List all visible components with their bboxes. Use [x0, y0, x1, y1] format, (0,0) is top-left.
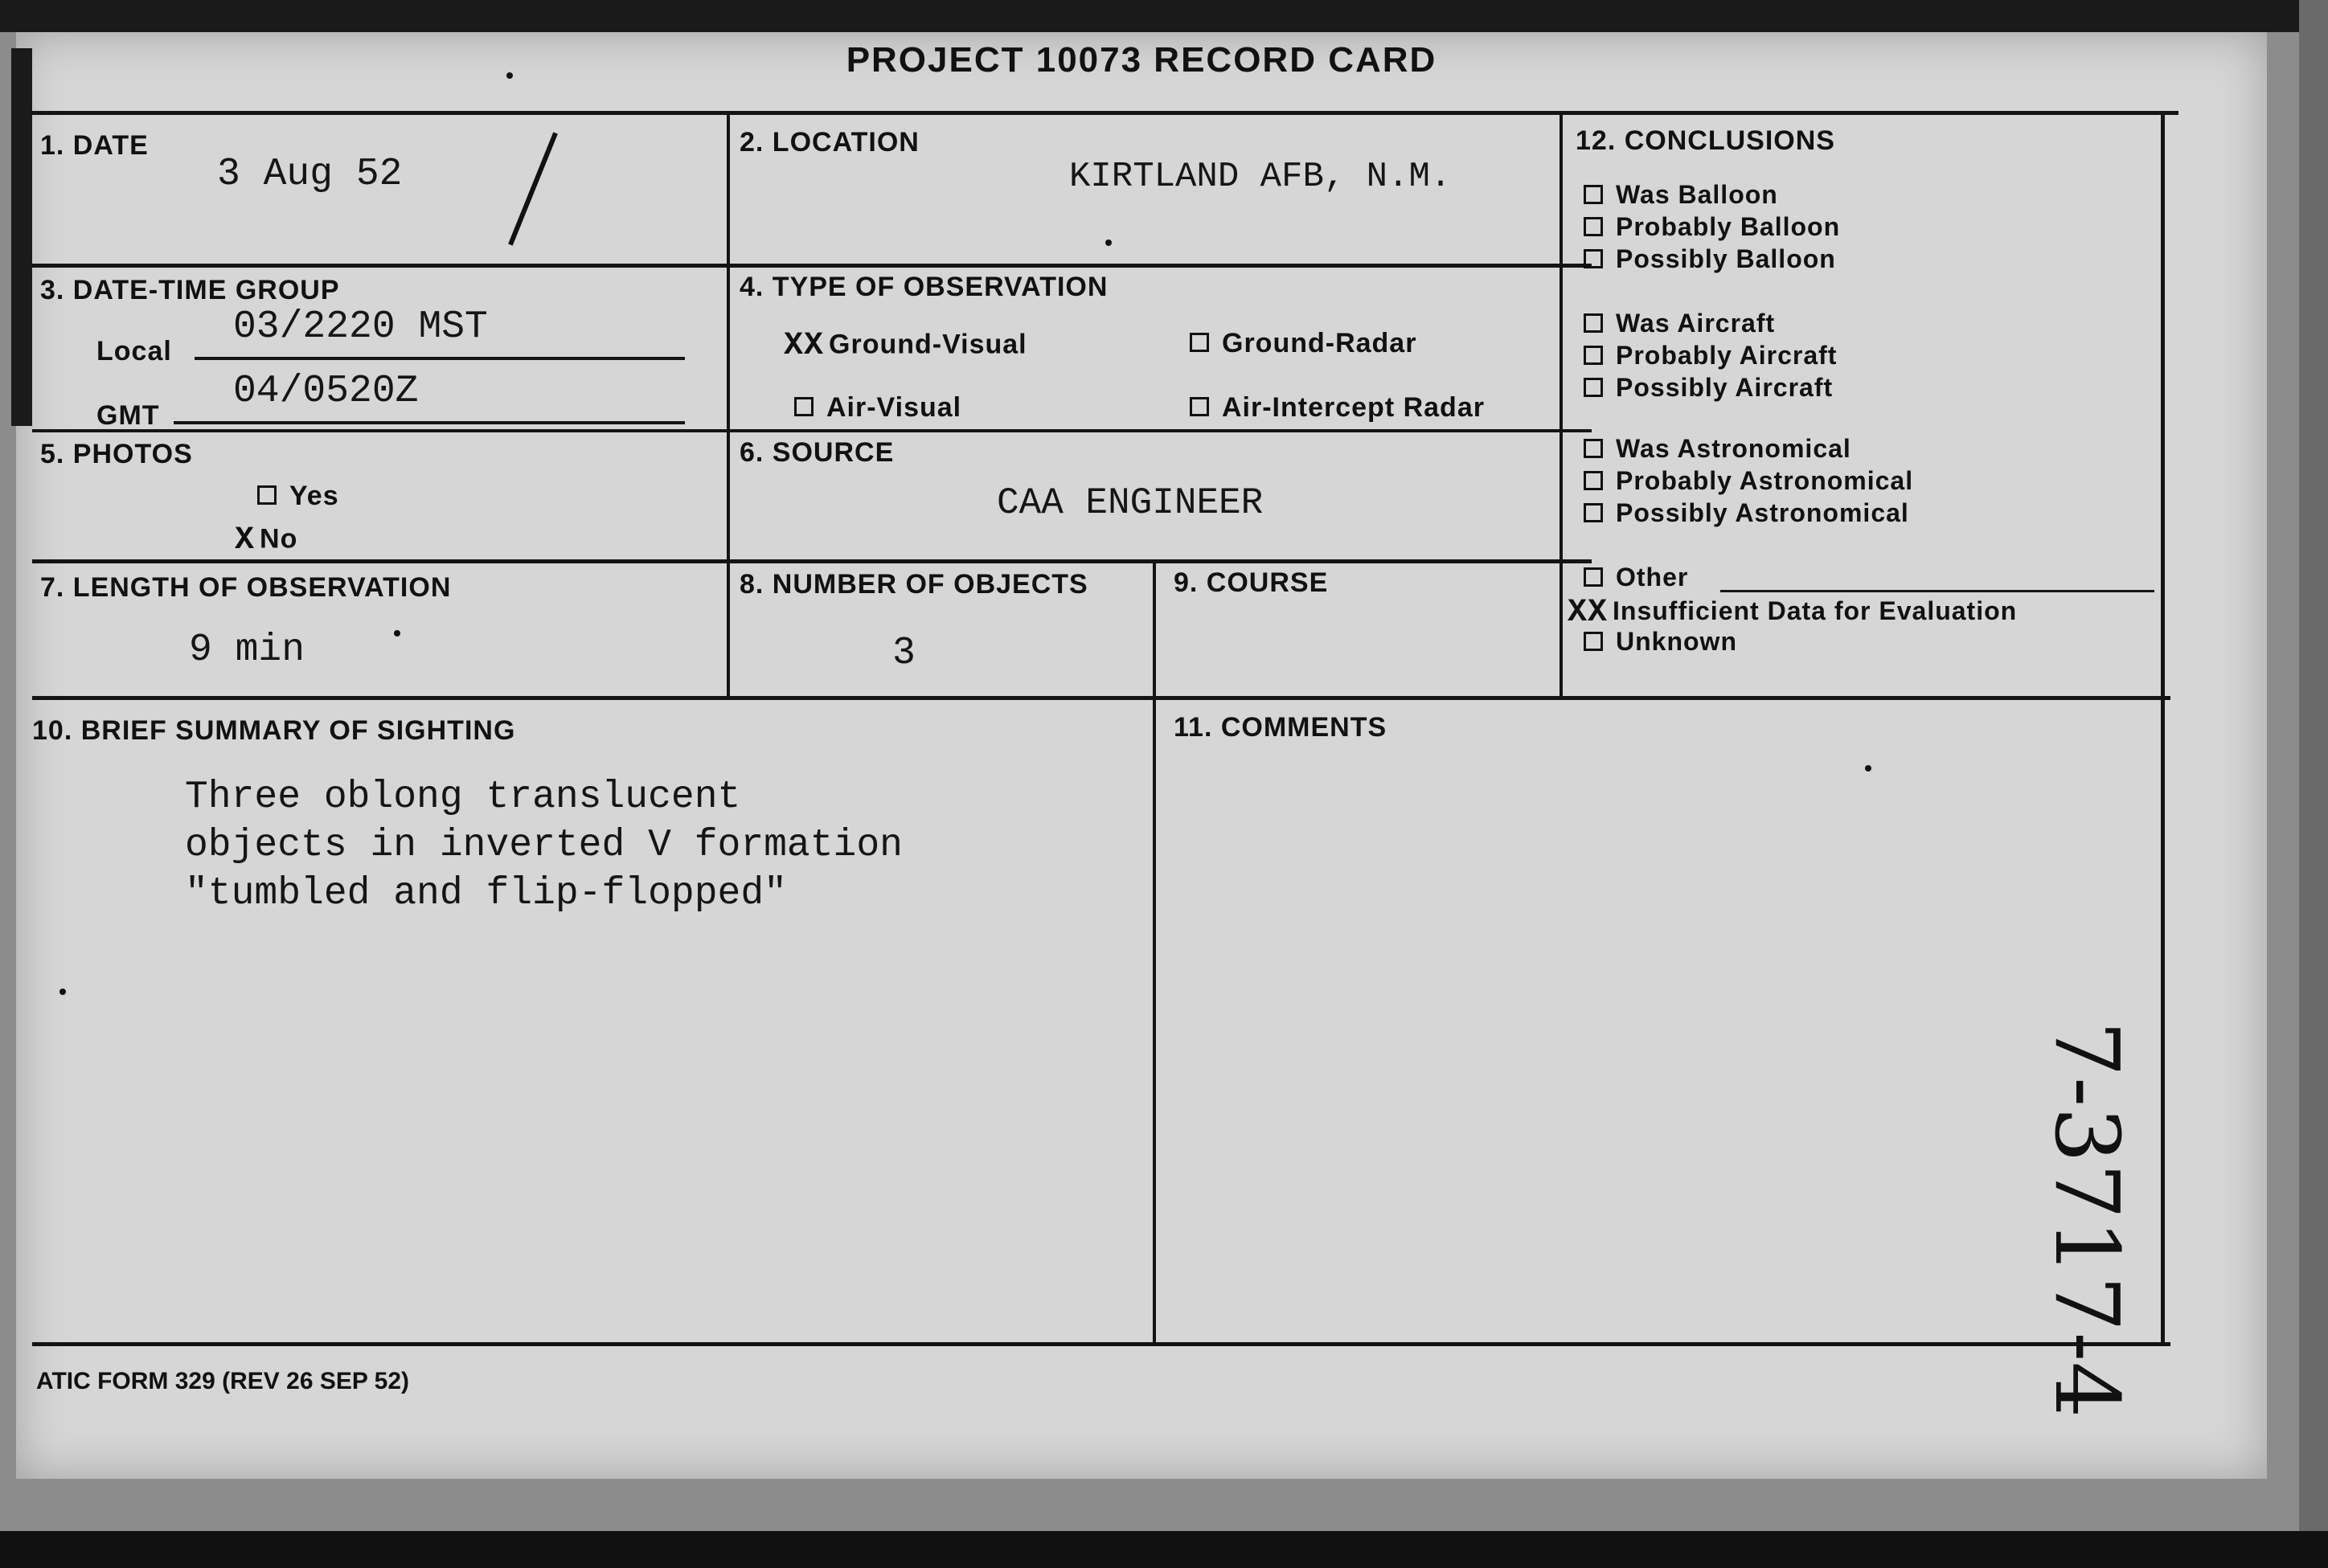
conclusion-option-label: Probably Balloon	[1616, 212, 1841, 241]
rule-top	[32, 111, 2178, 115]
checkbox-icon	[794, 397, 814, 416]
checkbox-icon	[1584, 249, 1603, 268]
conclusion-option-label: Possibly Astronomical	[1616, 498, 1909, 527]
rule-col-b	[1153, 563, 1156, 1342]
obs-option-air-intercept-radar[interactable]	[1190, 392, 1485, 424]
check-slash-mark	[508, 132, 558, 245]
rule-col-a	[727, 113, 730, 698]
scan-left-edge	[11, 48, 32, 426]
checkbox-icon	[1584, 378, 1603, 397]
conclusion-option-label: Unknown	[1616, 627, 1737, 656]
checkbox-icon	[1190, 333, 1209, 352]
photos-option-no[interactable]	[235, 522, 297, 559]
source-label: 6. SOURCE	[740, 437, 895, 468]
summary-label: 10. BRIEF SUMMARY OF SIGHTING	[32, 715, 516, 746]
obs-option-label: Air-Visual	[826, 392, 962, 423]
location-value: KIRTLAND AFB, N.M.	[1069, 157, 1452, 197]
rule-row4	[32, 696, 2170, 700]
rule-right	[2161, 113, 2165, 1346]
length-label: 7. LENGTH OF OBSERVATION	[40, 572, 452, 603]
checkbox-icon	[1584, 313, 1603, 333]
checkbox-icon	[1584, 567, 1603, 587]
rule-row3	[32, 559, 1592, 563]
speck	[1105, 239, 1112, 246]
checkbox-icon	[1190, 397, 1209, 416]
x-check-mark: X	[235, 522, 256, 559]
conclusion-option[interactable]	[1584, 244, 1836, 274]
course-label: 9. COURSE	[1174, 567, 1329, 598]
comments-label: 11. COMMENTS	[1174, 712, 1387, 743]
obs-option-label: Ground-Visual	[829, 329, 1027, 360]
location-label: 2. LOCATION	[740, 127, 920, 158]
conclusion-option-label: Insufficient Data for Evaluation	[1613, 596, 2018, 625]
obs-option-label: Ground-Radar	[1222, 328, 1417, 358]
conclusion-option-label: Possibly Balloon	[1616, 244, 1836, 273]
checkbox-icon	[1584, 632, 1603, 651]
conclusion-option-label: Probably Aircraft	[1616, 341, 1838, 370]
conclusions-label: 12. CONCLUSIONS	[1576, 125, 1835, 156]
speck	[506, 72, 513, 79]
rule-col-c	[1560, 113, 1563, 698]
x-check-mark: XX	[1568, 595, 1609, 631]
date-time-group-label: 3. DATE-TIME GROUP	[40, 275, 340, 305]
obs-option-air-visual[interactable]	[794, 392, 961, 424]
source-value: CAA ENGINEER	[997, 482, 1264, 524]
checkbox-icon	[1584, 439, 1603, 458]
scan-border-bottom	[0, 1531, 2328, 1568]
length-value: 9 min	[189, 628, 305, 672]
conclusion-option[interactable]	[1584, 434, 1851, 464]
checkbox-icon	[1584, 185, 1603, 204]
obs-option-ground-visual[interactable]	[784, 328, 1027, 364]
local-value: 03/2220 MST	[233, 305, 488, 349]
checkbox-icon	[257, 485, 277, 505]
card-title: PROJECT 10073 RECORD CARD	[846, 40, 1437, 80]
checkbox-icon	[1584, 346, 1603, 365]
conclusion-option-label: Was Astronomical	[1616, 434, 1851, 463]
conclusion-option[interactable]	[1584, 563, 1688, 592]
checkbox-icon	[1584, 471, 1603, 490]
local-label: Local	[96, 336, 172, 366]
date-value: 3 Aug 52	[217, 153, 403, 196]
obs-option-ground-radar[interactable]	[1190, 328, 1416, 359]
conclusion-option-label: Other	[1616, 563, 1689, 592]
rule-row2	[32, 429, 1592, 432]
photos-option-label: Yes	[289, 481, 339, 511]
conclusion-option[interactable]	[1584, 212, 1840, 242]
form-id: ATIC FORM 329 (REV 26 SEP 52)	[36, 1368, 410, 1394]
checkbox-icon	[1584, 503, 1603, 522]
conclusion-option[interactable]	[1584, 466, 1913, 496]
photos-label: 5. PHOTOS	[40, 439, 193, 469]
conclusion-option[interactable]	[1584, 373, 1833, 403]
summary-line-1: Three oblong translucent	[185, 776, 741, 819]
gmt-underline	[174, 421, 685, 424]
conclusion-option-label: Probably Astronomical	[1616, 466, 1914, 495]
conclusion-option-label: Possibly Aircraft	[1616, 373, 1834, 402]
speck	[1865, 765, 1871, 772]
summary-line-2: objects in inverted V formation	[185, 824, 903, 867]
conclusion-option[interactable]	[1584, 341, 1837, 371]
record-card	[16, 32, 2267, 1479]
conclusion-option-label: Was Balloon	[1616, 180, 1778, 209]
handwritten-reference: 7-3717-4	[2035, 1021, 2138, 1419]
other-underline	[1720, 590, 2154, 592]
obs-option-label: Air-Intercept Radar	[1222, 392, 1485, 423]
type-of-observation-label: 4. TYPE OF OBSERVATION	[740, 272, 1109, 302]
rule-row1	[32, 264, 1592, 268]
conclusion-option[interactable]	[1584, 180, 1778, 210]
scan-border-right	[2299, 0, 2328, 1568]
conclusion-option-label: Was Aircraft	[1616, 309, 1776, 338]
photos-option-label: No	[260, 523, 298, 555]
conclusion-option[interactable]	[1568, 595, 2017, 631]
local-underline	[195, 357, 685, 360]
speck	[59, 989, 66, 995]
gmt-label: GMT	[96, 400, 160, 431]
checkbox-icon	[1584, 217, 1603, 236]
conclusion-option[interactable]	[1584, 498, 1909, 528]
x-check-mark: XX	[784, 328, 825, 364]
conclusion-option[interactable]	[1584, 627, 1737, 657]
scan-border-top	[0, 0, 2328, 32]
summary-line-3: "tumbled and flip-flopped"	[185, 872, 787, 915]
date-label: 1. DATE	[40, 130, 149, 161]
speck	[394, 630, 400, 637]
photos-option-yes[interactable]	[257, 481, 339, 512]
number-of-objects-label: 8. NUMBER OF OBJECTS	[740, 569, 1088, 600]
gmt-value: 04/0520Z	[233, 370, 419, 413]
rule-bottom	[32, 1342, 2170, 1346]
conclusion-option[interactable]	[1584, 309, 1775, 338]
number-of-objects-value: 3	[892, 632, 916, 675]
